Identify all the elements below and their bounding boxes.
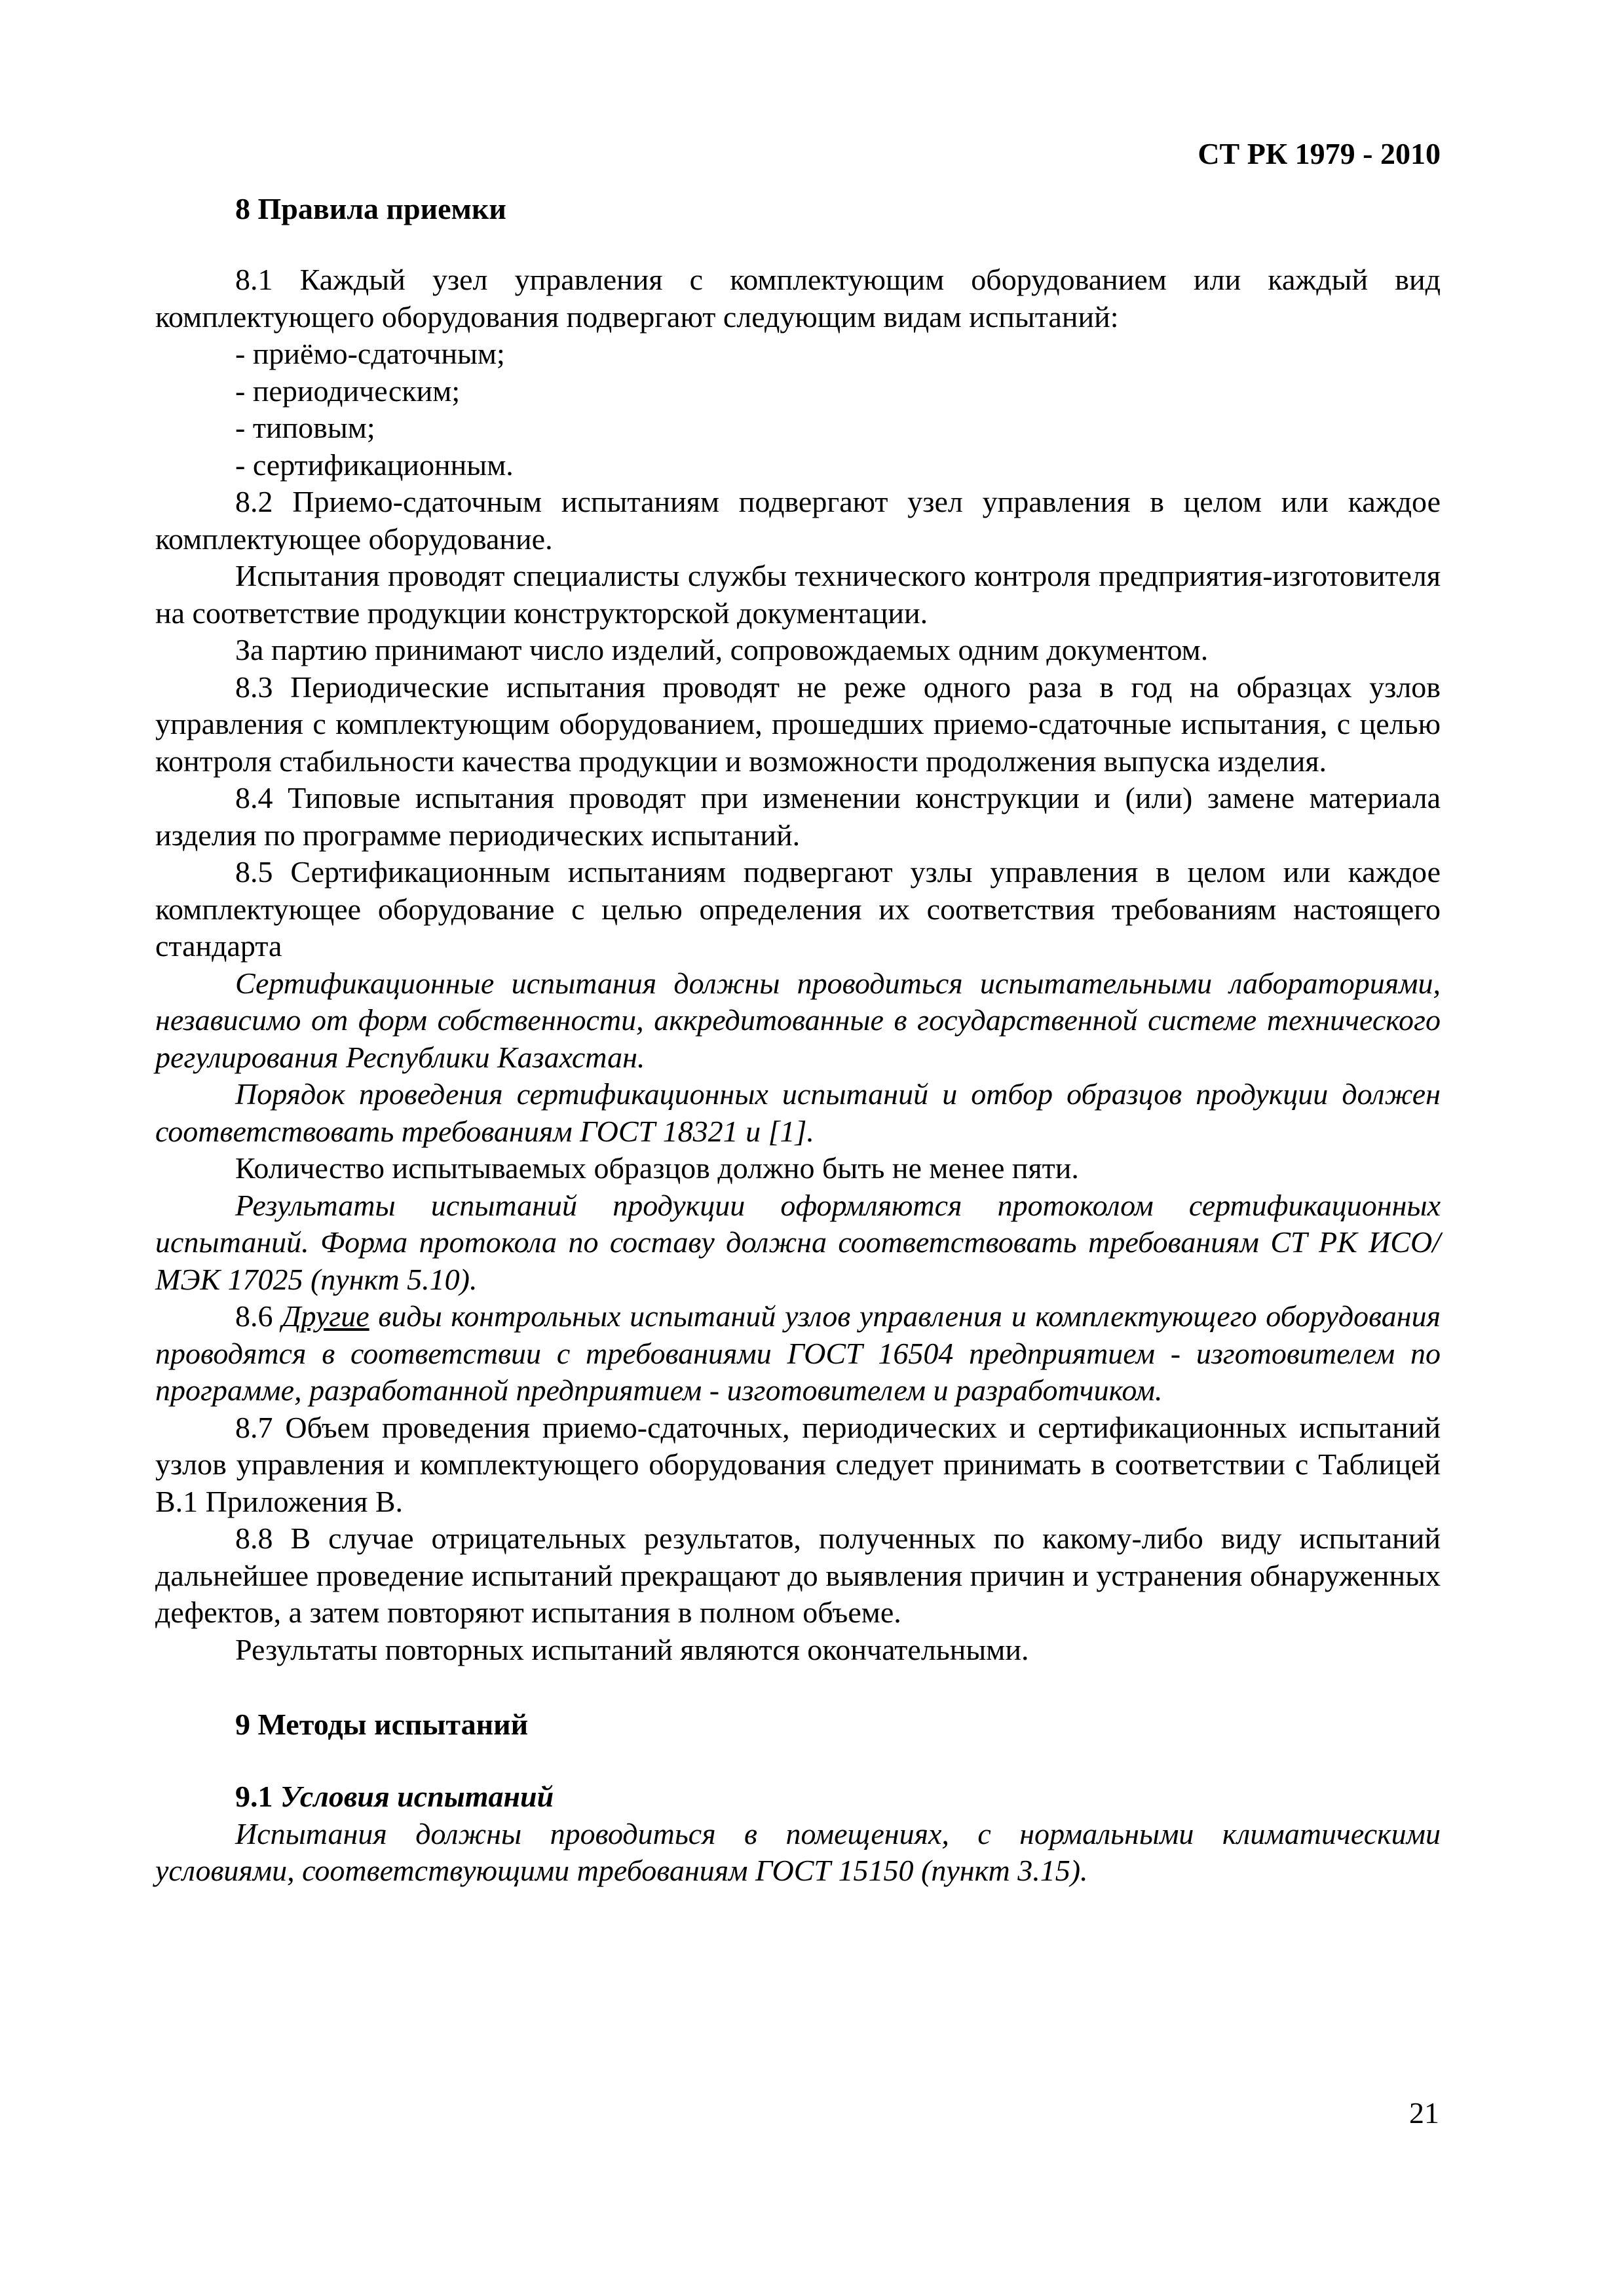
paragraph-8-4: 8.4 Типовые испытания проводят при изменении конструкции и (или) замене материала изделия по программе периодических испытаний. — [155, 781, 1441, 852]
paragraph-8-8-final: Результаты повторных испытаний являются окончательными. — [235, 1632, 1029, 1666]
paragraph-8-5-procedure: Порядок проведения сертификационных испытаний и отбор образцов продукции должен соответствовать требованиям ГОСТ 18321 и [1]. — [155, 1077, 1441, 1148]
list-item: - типовым; — [235, 411, 375, 444]
paragraph-8-7: 8.7 Объем проведения приемо-сдаточных, периодических и сертификационных испытаний узлов управления и комплектующего оборудования следует принимать в соответствии с Таблицей В.1 Приложения В. — [155, 1410, 1441, 1518]
paragraph-8-5: 8.5 Сертификационным испытаниям подвергают узлы управления в целом или каждое комплектующее оборудование с целью определения их соответствия требованиям настоящего стандарта — [155, 855, 1441, 963]
paragraph-8-6-underlined-word: Другие — [282, 1299, 369, 1333]
list-item: - сертификационным. — [235, 448, 514, 482]
paragraph-9-1: Испытания должны проводиться в помещениях, с нормальными климатическими условиями, соответствующими требованиям ГОСТ 15150 (пункт 3.15). — [155, 1816, 1441, 1887]
paragraph-8-1: 8.1 Каждый узел управления с комплектующим оборудованием или каждый вид комплектующего оборудования подвергают следующим видам испытаний: — [155, 263, 1441, 334]
paragraph-8-2-inspection: Испытания проводят специалисты службы технического контроля предприятия-изготовителя на соответствие продукции конструкторской документации. — [155, 559, 1441, 630]
paragraph-8-5-sample-count: Количество испытываемых образцов должно быть не менее пяти. — [235, 1151, 1079, 1185]
paragraph-8-6 — [155, 1298, 1441, 1409]
list-item: - периодическим; — [235, 373, 461, 408]
page-number: 21 — [1409, 2096, 1439, 2130]
section-9-heading: 9 Методы испытаний — [235, 1708, 529, 1741]
paragraph-8-8: 8.8 В случае отрицательных результатов, полученных по какому-либо виду испытаний дальнейшее проведение испытаний прекращают до выявления причин и устранения обнаруженных дефектов, а затем повторяют испытания в полном объеме. — [155, 1521, 1441, 1629]
subsection-9-1-number: 9.1 — [235, 1780, 280, 1813]
paragraph-8-2-batch: За партию принимают число изделий, сопровождаемых одним документом. — [235, 633, 1209, 666]
subsection-9-1-title: Условия испытаний — [280, 1780, 554, 1813]
page-body — [155, 189, 1441, 1890]
paragraph-8-3: 8.3 Периодические испытания проводят не реже одного раза в год на образцах узлов управления с комплектующим оборудованием, прошедших приемо-сдаточные испытания, с целью контроля стабильности качества продукции и возможности продолжения выпуска изделия. — [155, 670, 1441, 778]
list-item: - приёмо-сдаточным; — [235, 337, 505, 370]
section-8-heading: 8 Правила приемки — [235, 192, 506, 225]
paragraph-8-6-number: 8.6 — [235, 1299, 282, 1333]
paragraph-8-5-labs: Сертификационные испытания должны проводиться испытательными лабораториями, независимо от форм собственности, аккредитованные в государственной системе технического регулирования Республики Казахстан. — [155, 966, 1441, 1074]
subsection-9-1-heading — [155, 1778, 1441, 1816]
paragraph-8-2: 8.2 Приемо-сдаточным испытаниям подвергают узел управления в целом или каждое комплектующее оборудование. — [155, 485, 1441, 556]
paragraph-8-6-text: виды контрольных испытаний узлов управления и комплектующего оборудования проводятся в соответствии с требованиями ГОСТ 16504 предприятием - изготовителем по программе, разработанной предприятием - изготовителем и разработчиком. — [155, 1299, 1441, 1407]
standard-code: СТ РК 1979 - 2010 — [1198, 137, 1441, 170]
paragraph-8-5-protocol: Результаты испытаний продукции оформляются протоколом сертификационных испытаний. Форма протокола по составу должна соответствовать требованиям СТ РК ИСО/МЭК 17025 (пункт 5.10). — [155, 1188, 1441, 1296]
